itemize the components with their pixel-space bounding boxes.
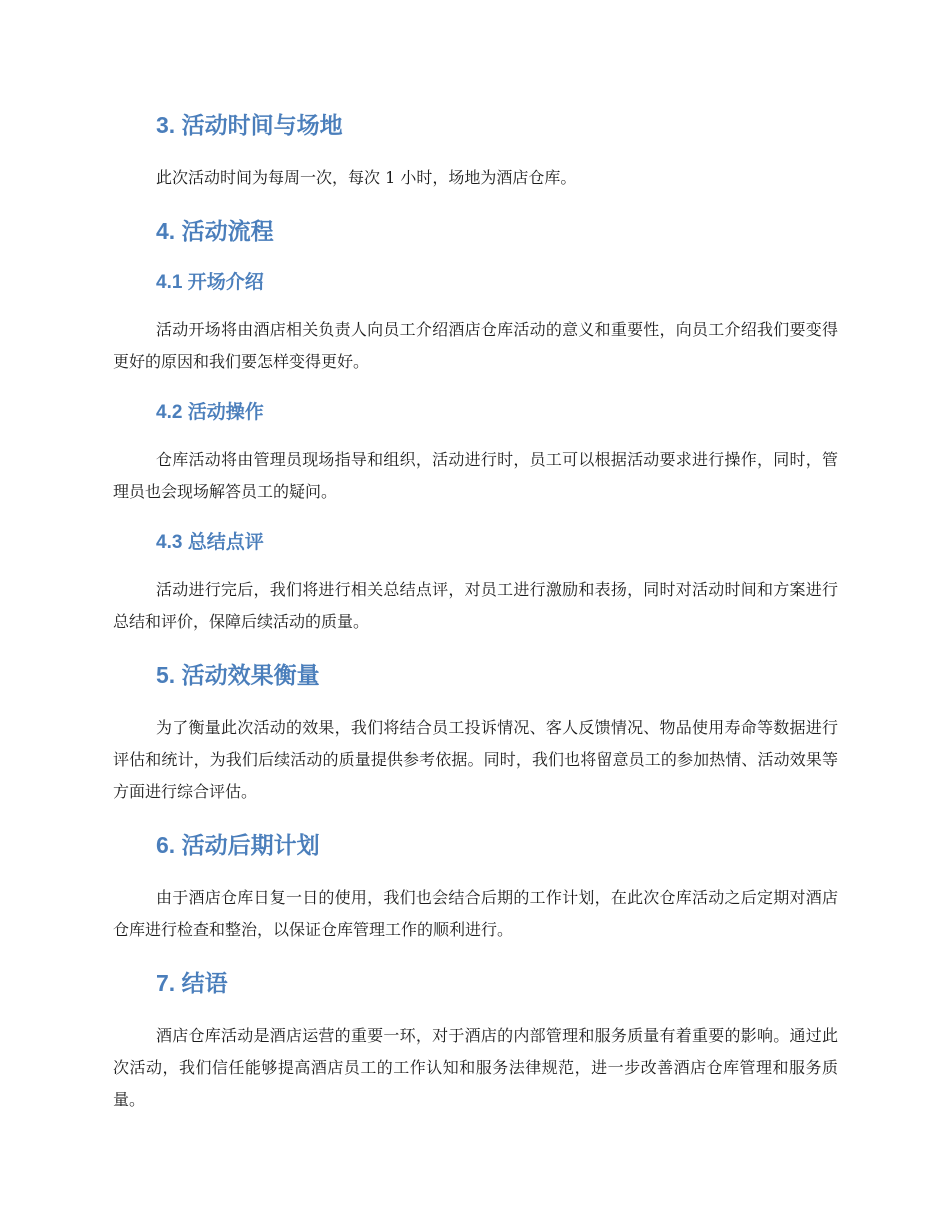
subsection-paragraph-4-3: 活动进行完后，我们将进行相关总结点评，对员工进行激励和表扬，同时对活动时间和方案进行总结和评价，保障后续活动的质量。 — [113, 580, 838, 631]
subsection-heading-4-2: 4.2 活动操作 — [156, 402, 264, 423]
subsection-paragraph-4-1: 活动开场将由酒店相关负责人向员工介绍酒店仓库活动的意义和重要性，向员工介绍我们要变得更好的原因和我们要怎样变得更好。 — [113, 320, 838, 371]
section-heading-5: 5. 活动效果衡量 — [156, 662, 320, 688]
section-paragraph-6: 由于酒店仓库日复一日的使用，我们也会结合后期的工作计划，在此次仓库活动之后定期对酒店仓库进行检查和整治，以保证仓库管理工作的顺利进行。 — [113, 888, 838, 939]
section-paragraph-5: 为了衡量此次活动的效果，我们将结合员工投诉情况、客人反馈情况、物品使用寿命等数据进行评估和统计，为我们后续活动的质量提供参考依据。同时，我们也将留意员工的参加热情、活动效果等方面进行综合评估。 — [113, 718, 838, 801]
section-heading-3: 3. 活动时间与场地 — [156, 112, 343, 138]
section-heading-7: 7. 结语 — [156, 970, 228, 996]
section-heading-6: 6. 活动后期计划 — [156, 832, 320, 858]
subsection-heading-4-3: 4.3 总结点评 — [156, 532, 264, 553]
subsection-paragraph-4-2: 仓库活动将由管理员现场指导和组织，活动进行时，员工可以根据活动要求进行操作，同时，管理员也会现场解答员工的疑问。 — [113, 450, 838, 501]
section-paragraph-7: 酒店仓库活动是酒店运营的重要一环，对于酒店的内部管理和服务质量有着重要的影响。通过此次活动，我们信任能够提高酒店员工的工作认知和服务法律规范，进一步改善酒店仓库管理和服务质量。 — [113, 1026, 838, 1109]
document-body — [113, 108, 838, 1116]
section-paragraph-3: 此次活动时间为每周一次，每次 1 小时，场地为酒店仓库。 — [156, 168, 577, 187]
section-heading-4: 4. 活动流程 — [156, 218, 274, 244]
subsection-heading-4-1: 4.1 开场介绍 — [156, 272, 264, 293]
